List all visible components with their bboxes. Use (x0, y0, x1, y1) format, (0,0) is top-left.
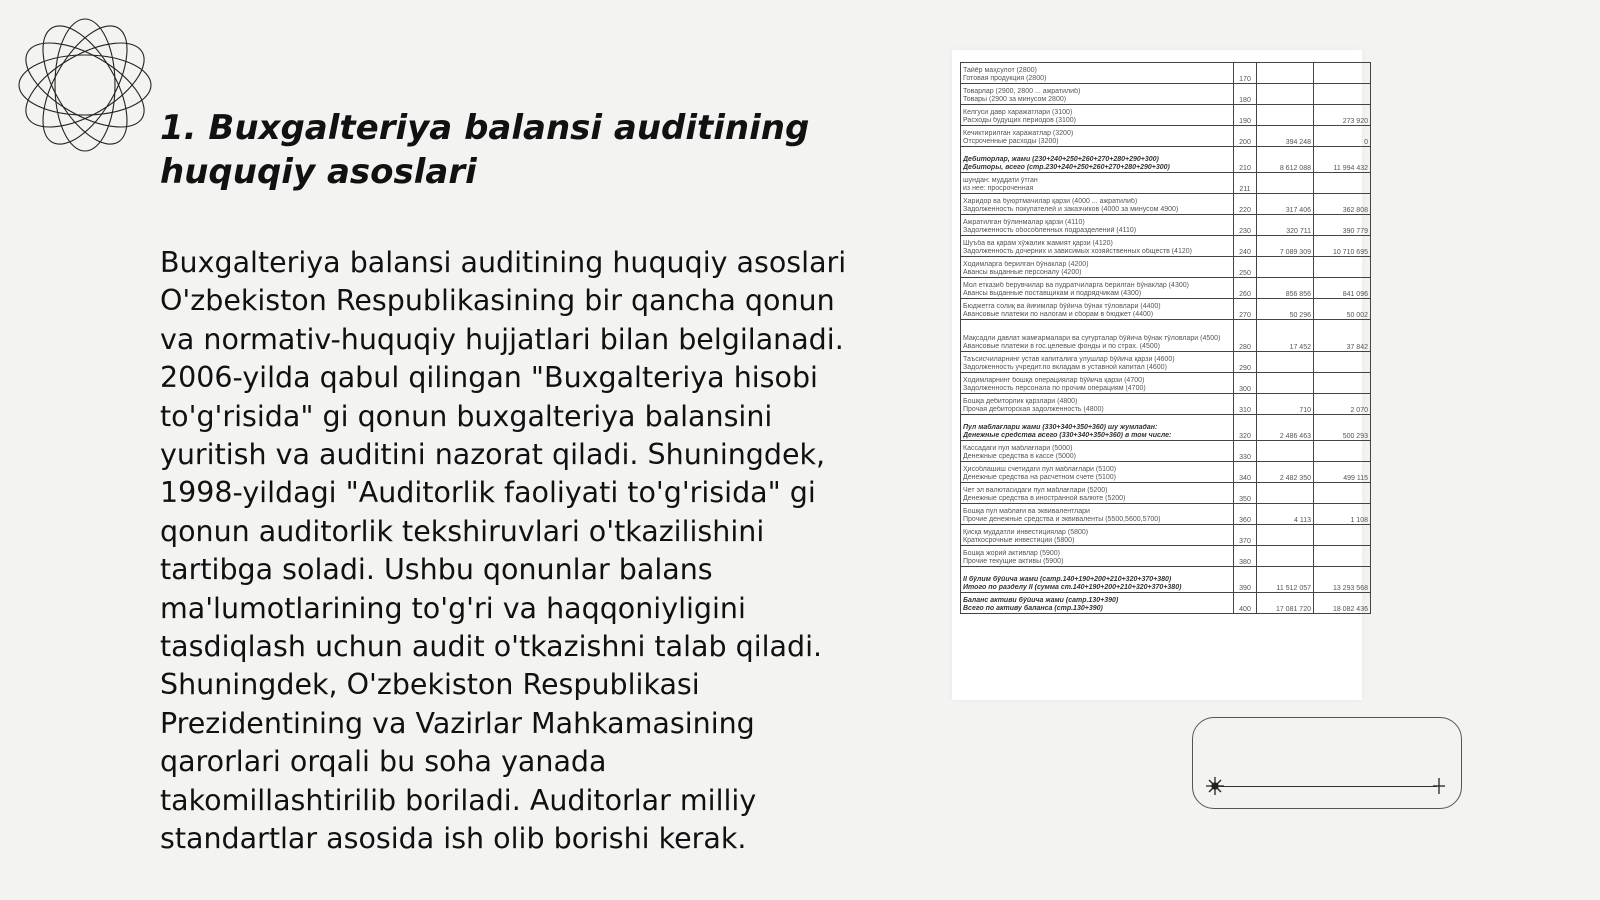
table-row (961, 394, 1371, 415)
row-value-start: 2 482 350 (1257, 462, 1314, 483)
row-code: 220 (1234, 194, 1257, 215)
row-label-uz: Қисқа муддатли инвестициялар (5800) (963, 529, 1089, 536)
row-value-start: 8 612 088 (1257, 147, 1314, 173)
row-label-ru: Расходы будущих периодов (3100) (963, 117, 1076, 124)
row-code: 340 (1234, 462, 1257, 483)
row-label-ru: Задолженность дочерних и зависимых хозяйственных обществ (4120) (963, 248, 1192, 255)
row-value-end: 10 710 695 (1314, 236, 1371, 257)
row-label-uz: Бошқа жорий активлар (5900) (963, 550, 1060, 557)
row-label-ru: Задолженность покупателей и заказчиков (4000 за минусом 4900) (963, 206, 1179, 213)
row-value-end: 362 808 (1314, 194, 1371, 215)
row-label (961, 352, 1234, 373)
row-value-start: 2 486 463 (1257, 415, 1314, 441)
row-code: 300 (1234, 373, 1257, 394)
row-label-uz: Товарлар (2900, 2800 ... ажратилиб) (963, 88, 1081, 95)
row-label-ru: Авансы выданные поставщикам и подрядчикам (4300) (963, 290, 1142, 297)
row-label (961, 373, 1234, 394)
row-label-ru: Задолженность обособленных подразделений (4110) (963, 227, 1137, 234)
row-label-ru: Итого по разделу II (сумма ст.140+190+200+210+320+370+380) (963, 584, 1182, 591)
row-label-ru: Денежные средства в кассе (5000) (963, 453, 1076, 460)
row-label-uz: Бошқа пул маблағи ва эквивалентлари (963, 508, 1090, 515)
row-label (961, 567, 1234, 593)
row-code: 310 (1234, 394, 1257, 415)
row-value-end: 13 293 568 (1314, 567, 1371, 593)
row-code: 170 (1234, 63, 1257, 84)
row-label (961, 173, 1234, 194)
table-row (961, 236, 1371, 257)
row-value-start (1257, 546, 1314, 567)
row-label-ru: Задолженность учредит.по вкладам в уставной капитал (4600) (963, 364, 1167, 371)
row-label-ru: Дебиторы, всего (стр.230+240+250+260+270+280+290+300) (963, 164, 1170, 171)
row-value-start: 50 296 (1257, 299, 1314, 320)
row-value-end: 2 070 (1314, 394, 1371, 415)
row-label-ru: Денежные средства в иностранной валюте (5200) (963, 495, 1126, 502)
row-label (961, 105, 1234, 126)
row-value-start: 7 089 309 (1257, 236, 1314, 257)
row-label-ru: Готовая продукция (2800) (963, 75, 1047, 82)
row-label-uz: Ходимларга берилган бўнаклар (4200) (963, 261, 1089, 268)
slide-title: 1. Buxgalteriya balansi auditining huquqiy asoslari (160, 108, 810, 192)
row-label-ru: Прочие денежные средства и эквиваленты (5500,5600,5700) (963, 516, 1161, 523)
table-row (961, 525, 1371, 546)
row-label (961, 504, 1234, 525)
row-label (961, 483, 1234, 504)
row-label-uz: шундан: муддати ўтган (963, 177, 1038, 184)
table-row (961, 504, 1371, 525)
row-value-start: 17 452 (1257, 320, 1314, 352)
row-value-start: 856 856 (1257, 278, 1314, 299)
row-label-uz: Ажратилган бўлинмалар қарзи (4110) (963, 219, 1085, 226)
row-label-ru: Прочая дебиторская задолженность (4800) (963, 406, 1104, 413)
row-label (961, 215, 1234, 236)
row-value-end (1314, 373, 1371, 394)
row-label (961, 278, 1234, 299)
row-label-ru: из нее: просроченная (963, 185, 1034, 192)
row-code: 330 (1234, 441, 1257, 462)
row-label (961, 147, 1234, 173)
row-value-end: 1 108 (1314, 504, 1371, 525)
row-label-uz: Кассадаги пул маблағлари (5000) (963, 445, 1073, 452)
row-value-start (1257, 257, 1314, 278)
row-code: 200 (1234, 126, 1257, 147)
row-label-uz: Мақсадли давлат жамғармалари ва суғурталар бўйича бўнак тўловлари (4500) (963, 335, 1221, 342)
table-row (961, 257, 1371, 278)
row-label (961, 63, 1234, 84)
row-label-uz: Баланс активи бўйича жами (сатр.130+390) (963, 597, 1119, 604)
row-label-uz: Шуъба ва қарам хўжалик жамият қарзи (4120) (963, 240, 1113, 247)
row-label-uz: II бўлим бўйича жами (сатр.140+190+200+210+320+370+380) (963, 576, 1172, 583)
row-value-end (1314, 84, 1371, 105)
row-label (961, 257, 1234, 278)
row-code: 390 (1234, 567, 1257, 593)
row-label (961, 299, 1234, 320)
table-row (961, 320, 1371, 352)
table-row (961, 415, 1371, 441)
slider-track (1217, 786, 1437, 787)
table-row (961, 546, 1371, 567)
row-value-end: 390 779 (1314, 215, 1371, 236)
row-value-end: 500 293 (1314, 415, 1371, 441)
row-value-end (1314, 257, 1371, 278)
row-value-start (1257, 173, 1314, 194)
row-label (961, 546, 1234, 567)
row-value-start: 394 248 (1257, 126, 1314, 147)
row-label-uz: Тайёр маҳсулот (2800) (963, 67, 1037, 74)
table-row (961, 215, 1371, 236)
row-value-end (1314, 483, 1371, 504)
row-code: 190 (1234, 105, 1257, 126)
row-label (961, 415, 1234, 441)
row-label-ru: Краткосрочные инвестиции (5800) (963, 537, 1075, 544)
row-value-start (1257, 373, 1314, 394)
table-row (961, 593, 1371, 614)
row-value-end: 50 002 (1314, 299, 1371, 320)
row-label-uz: Бошқа дебиторлик қарзлари (4800) (963, 398, 1078, 405)
row-code: 270 (1234, 299, 1257, 320)
row-value-start: 317 406 (1257, 194, 1314, 215)
row-value-end (1314, 546, 1371, 567)
row-label (961, 126, 1234, 147)
table-row (961, 483, 1371, 504)
row-value-end: 841 096 (1314, 278, 1371, 299)
row-label-ru: Всего по активу баланса (стр.130+390) (963, 605, 1103, 612)
row-label-ru: Авансовые платежи по налогам и сборам в бюджет (4400) (963, 311, 1154, 318)
row-code: 290 (1234, 352, 1257, 373)
row-code: 370 (1234, 525, 1257, 546)
row-code: 210 (1234, 147, 1257, 173)
row-code: 280 (1234, 320, 1257, 352)
row-label-ru: Авансы выданные персоналу (4200) (963, 269, 1082, 276)
row-label (961, 441, 1234, 462)
row-value-end (1314, 173, 1371, 194)
row-label-ru: Задолженность персонала по прочим операциям (4700) (963, 385, 1146, 392)
table-row (961, 352, 1371, 373)
row-label (961, 194, 1234, 215)
row-label (961, 593, 1234, 614)
table-row (961, 299, 1371, 320)
row-label (961, 394, 1234, 415)
table-row (961, 441, 1371, 462)
row-code: 180 (1234, 84, 1257, 105)
row-code: 230 (1234, 215, 1257, 236)
row-value-start: 320 711 (1257, 215, 1314, 236)
row-code: 400 (1234, 593, 1257, 614)
row-code: 380 (1234, 546, 1257, 567)
sun-icon (1205, 776, 1225, 796)
row-label (961, 320, 1234, 352)
row-value-end: 0 (1314, 126, 1371, 147)
row-label-uz: Кечиктирилган харажатлар (3200) (963, 130, 1074, 137)
table-row (961, 462, 1371, 483)
row-label (961, 236, 1234, 257)
row-label-uz: Пул маблағлари жами (330+340+350+360) шу жумладан: (963, 424, 1158, 431)
balance-sheet-scan (952, 50, 1368, 700)
row-label-uz: Ҳисоблашиш счетидаги пул маблағлари (5100) (963, 466, 1117, 473)
row-label-ru: Прочие текущие активы (5900) (963, 558, 1064, 565)
row-label-ru: Отсроченные расходы (3200) (963, 138, 1059, 145)
row-value-end (1314, 352, 1371, 373)
orbit-decoration-icon (10, 10, 160, 160)
row-label-uz: Харидор ва буюртмачилар қарзи (4000 ... ажратилиб) (963, 198, 1138, 205)
row-value-start: 17 081 720 (1257, 593, 1314, 614)
table-row (961, 105, 1371, 126)
row-value-start: 4 113 (1257, 504, 1314, 525)
balance-sheet-table (960, 62, 1371, 614)
row-label-ru: Товары (2900 за минусом 2800) (963, 96, 1067, 103)
row-value-end: 11 994 432 (1314, 147, 1371, 173)
table-row (961, 84, 1371, 105)
row-value-start: 710 (1257, 394, 1314, 415)
row-value-end: 37 842 (1314, 320, 1371, 352)
row-value-start (1257, 483, 1314, 504)
row-value-end (1314, 441, 1371, 462)
row-value-end: 18 082 436 (1314, 593, 1371, 614)
row-value-start (1257, 525, 1314, 546)
row-label (961, 84, 1234, 105)
table-row (961, 173, 1371, 194)
table-row (961, 278, 1371, 299)
row-value-start (1257, 63, 1314, 84)
table-row (961, 147, 1371, 173)
row-label (961, 525, 1234, 546)
table-row (961, 63, 1371, 84)
row-value-start (1257, 84, 1314, 105)
row-code: 211 (1234, 173, 1257, 194)
slide-body-text: Buxgalteriya balansi auditining huquqiy asoslari O'zbekiston Respublikasining bir qancha qonun va normativ-huquqiy hujjatlari bilan belgilanadi. 2006-yilda qabul qilingan "Buxgalteriya hisobi to'g'risida" gi qonun buxgalteriya balansini yuritish va auditini nazorat qiladi. Shuningdek, 1998-yildagi "Auditorlik faoliyati to'g'risida" gi qonun auditorlik tekshiruvlari o'tkazilishini tartibga soladi. Ushbu qonunlar balans ma'lumotlarining to'g'ri va haqqoniyligini tasdiqlash uchun audit o'tkazishni talab qiladi. Shuningdek, O'zbekiston Respublikasi Prezidentining va Vazirlar Mahkamasining qarorlari orqali bu soha yanada takomillashtirilib boriladi. Auditorlar milliy standartlar asosida ish olib borishi kerak. (160, 246, 847, 856)
slider-end-marker-icon (1429, 776, 1449, 796)
row-label-uz: Чет эл валютасидаги пул маблағлари (5200) (963, 487, 1108, 494)
row-value-end: 273 920 (1314, 105, 1371, 126)
row-label-uz: Дебиторлар, жами (230+240+250+260+270+280+290+300) (963, 156, 1159, 163)
row-value-start (1257, 105, 1314, 126)
row-code: 350 (1234, 483, 1257, 504)
row-value-start (1257, 352, 1314, 373)
row-code: 240 (1234, 236, 1257, 257)
row-code: 250 (1234, 257, 1257, 278)
row-value-start: 11 512 057 (1257, 567, 1314, 593)
row-value-start (1257, 441, 1314, 462)
slider-widget (1192, 717, 1462, 809)
row-value-end: 499 115 (1314, 462, 1371, 483)
row-label-ru: Денежные средства всего (330+340+350+360) в том числе: (963, 432, 1172, 439)
table-row (961, 126, 1371, 147)
row-code: 320 (1234, 415, 1257, 441)
table-row (961, 373, 1371, 394)
row-label-uz: Келгуси давр харажатлари (3100) (963, 109, 1073, 116)
row-label-uz: Ходимларнинг бошқа операциялар бўйича қарзи (4700) (963, 377, 1145, 384)
row-code: 360 (1234, 504, 1257, 525)
row-label-uz: Бюджетга солиқ ва йиғимлар бўйича бўнак тўловлари (4400) (963, 303, 1161, 310)
row-label (961, 462, 1234, 483)
row-label-ru: Авансовые платежи в гос.целевые фонды и по страх. (4500) (963, 343, 1160, 350)
row-code: 260 (1234, 278, 1257, 299)
table-row (961, 194, 1371, 215)
table-row (961, 567, 1371, 593)
row-value-end (1314, 63, 1371, 84)
row-label-ru: Денежные средства на расчетном счете (5100) (963, 474, 1117, 481)
row-label-uz: Таъсисчиларнинг устав капиталига улушлар бўйича қарзи (4600) (963, 356, 1175, 363)
row-label-uz: Мол етказиб берувчилар ва пудратчиларга берилган бўнаклар (4300) (963, 282, 1189, 289)
row-value-end (1314, 525, 1371, 546)
